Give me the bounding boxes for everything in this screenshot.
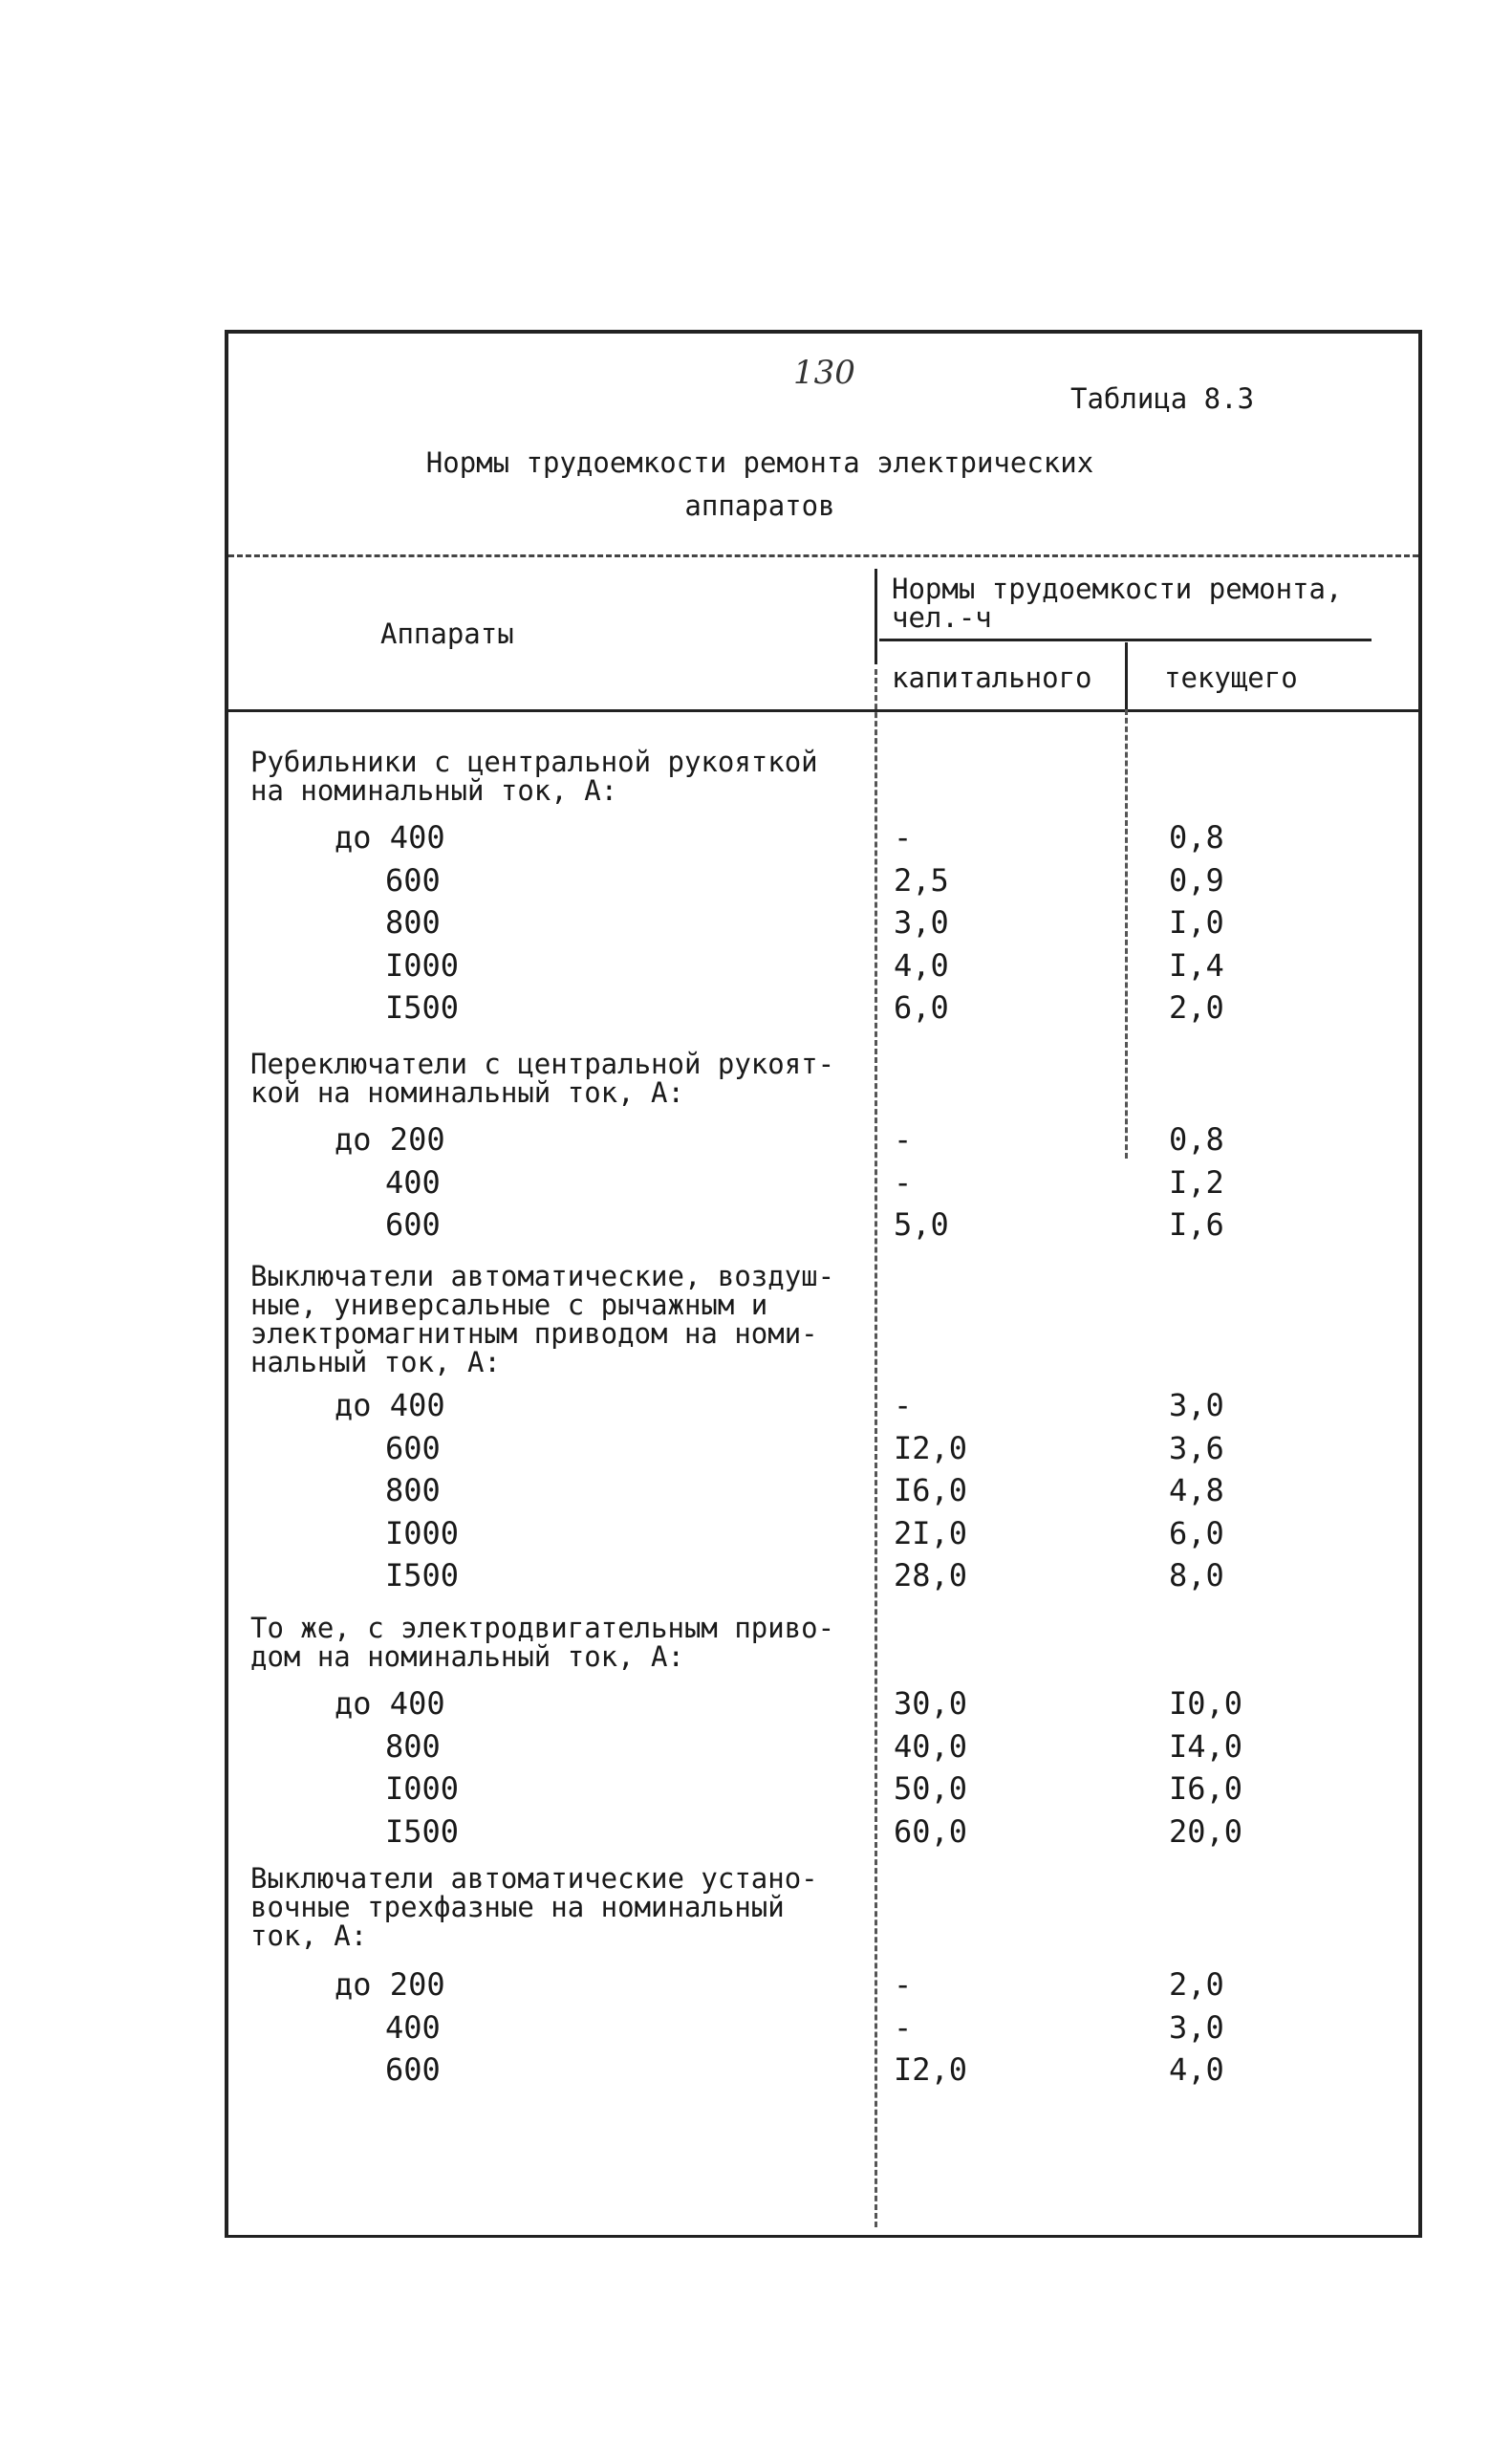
row-current-value: 3,6 (1169, 1430, 1224, 1466)
row-label: 800 (385, 1728, 441, 1765)
row-current-value: 4,0 (1169, 2051, 1224, 2088)
group-title: Выключатели автоматические, воздуш- ные, универсальные с рычажным и электромагнитным приводом на номи- нальный ток, А: (250, 1260, 835, 1378)
row-current-value: I6,0 (1169, 1770, 1243, 1807)
column-separator-current-body (1125, 709, 1128, 1159)
table-label: Таблица 8.3 (1070, 382, 1255, 415)
row-label: 600 (385, 2051, 441, 2088)
row-capital-value: 2,5 (894, 862, 949, 899)
row-current-value: I,4 (1169, 947, 1224, 984)
group-title: То же, с электродвигательным приво- дом на номинальный ток, А: (250, 1612, 835, 1673)
row-label: до 400 (335, 1387, 445, 1423)
header-norms-line2: чел.-ч (892, 601, 992, 634)
row-capital-value: 60,0 (894, 1813, 968, 1850)
row-label: 800 (385, 1472, 441, 1508)
header-capital: капитального (892, 661, 1092, 694)
row-label: до 200 (335, 1966, 445, 2003)
row-capital-value: 40,0 (894, 1728, 968, 1765)
row-label: 600 (385, 1430, 441, 1466)
row-capital-value: 28,0 (894, 1557, 968, 1594)
row-label: I000 (385, 947, 460, 984)
row-label: 600 (385, 862, 441, 899)
row-capital-value: - (894, 1121, 913, 1158)
header-current: текущего (1164, 661, 1298, 694)
row-current-value: 2,0 (1169, 989, 1224, 1026)
row-current-value: I4,0 (1169, 1728, 1243, 1765)
column-separator-apparatus-body (875, 669, 877, 2227)
row-label: I500 (385, 989, 460, 1026)
row-label: 400 (385, 1164, 441, 1201)
subheader-rule (879, 639, 1372, 641)
row-current-value: 3,0 (1169, 2009, 1224, 2046)
row-capital-value: I2,0 (894, 1430, 968, 1466)
row-current-value: 2,0 (1169, 1966, 1224, 2003)
row-label: до 200 (335, 1121, 445, 1158)
row-current-value: 8,0 (1169, 1557, 1224, 1594)
group-title: Переключатели с центральной рукоят- кой на номинальный ток, А: (250, 1048, 835, 1109)
row-current-value: I,6 (1169, 1206, 1224, 1243)
table-title-line1: Нормы трудоемкости ремонта электрических (425, 446, 1094, 479)
row-capital-value: 2I,0 (894, 1515, 968, 1551)
row-current-value: 0,8 (1169, 819, 1224, 856)
row-current-value: 0,8 (1169, 1121, 1224, 1158)
table-title (306, 442, 1214, 528)
row-capital-value: 6,0 (894, 989, 949, 1026)
row-current-value: 0,9 (1169, 862, 1224, 899)
header-top-rule (228, 554, 1418, 557)
row-current-value: I0,0 (1169, 1685, 1243, 1722)
row-capital-value: I2,0 (894, 2051, 968, 2088)
row-capital-value: 30,0 (894, 1685, 968, 1722)
row-label: I500 (385, 1557, 460, 1594)
row-label: I000 (385, 1770, 460, 1807)
header-norms-line1: Нормы трудоемкости ремонта, (892, 573, 1343, 605)
row-label: 800 (385, 904, 441, 941)
row-capital-value: 50,0 (894, 1770, 968, 1807)
row-current-value: 4,8 (1169, 1472, 1224, 1508)
row-current-value: I,2 (1169, 1164, 1224, 1201)
row-label: до 400 (335, 819, 445, 856)
row-capital-value: - (894, 1164, 913, 1201)
row-capital-value: 3,0 (894, 904, 949, 941)
row-label: до 400 (335, 1685, 445, 1722)
column-separator-apparatus (875, 569, 877, 664)
row-current-value: 6,0 (1169, 1515, 1224, 1551)
row-capital-value: I6,0 (894, 1472, 968, 1508)
row-capital-value: 4,0 (894, 947, 949, 984)
row-current-value: 3,0 (1169, 1387, 1224, 1423)
row-label: 600 (385, 1206, 441, 1243)
row-capital-value: - (894, 819, 913, 856)
row-capital-value: - (894, 1966, 913, 2003)
column-separator-current (1125, 642, 1128, 709)
row-capital-value: - (894, 1387, 913, 1423)
group-title: Рубильники с центральной рукояткой на номинальный ток, А: (250, 746, 818, 807)
table-title-line2: аппаратов (684, 489, 835, 522)
header-bottom-rule (228, 709, 1418, 712)
row-label: I000 (385, 1515, 460, 1551)
row-current-value: I,0 (1169, 904, 1224, 941)
row-current-value: 20,0 (1169, 1813, 1243, 1850)
page-number: 130 (793, 354, 855, 392)
row-label: 400 (385, 2009, 441, 2046)
row-label: I500 (385, 1813, 460, 1850)
row-capital-value: 5,0 (894, 1206, 949, 1243)
group-title: Выключатели автоматические устано- вочные трехфазные на номинальный ток, А: (250, 1862, 818, 1952)
header-apparatus: Аппараты (380, 618, 514, 650)
row-capital-value: - (894, 2009, 913, 2046)
